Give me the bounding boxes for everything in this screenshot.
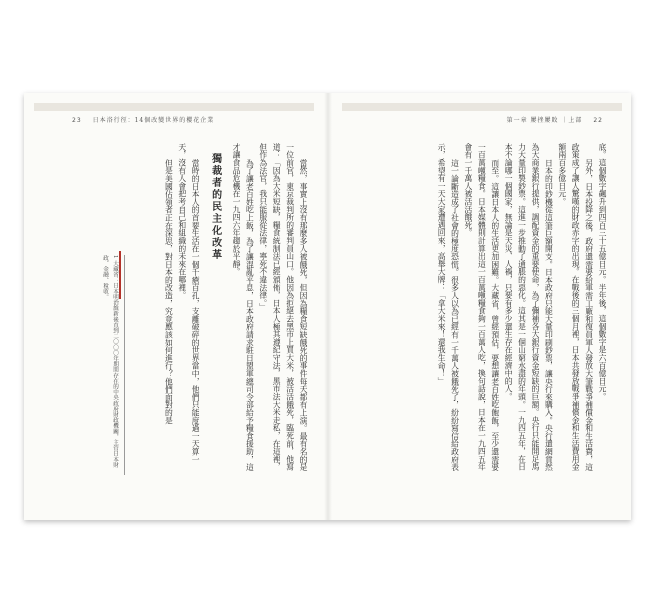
paragraph: 底。這個數字飆升到四百三十五億日元。半年後，這個數字是六百億日元。 [598,143,607,401]
paragraph: 另外，日本投降之後，政府還需要給軍需工廠和復員軍人發放大筆戰爭補償金和生活費，這政策成了讓人驚嘆的財政赤字的出現。在戰後的三個月裡，日本共發放戰爭補償金和生活費用金額兩百多億日元。 [557,143,594,471]
right-page-header [507,115,611,124]
paragraph: 當時的日本人的首要生活在一個千瘡百孔，支離破碎的世界當中，他們只能度過一天算一天，沒有人會把考自己和組織的未來在哪裡。 [177,143,201,463]
paragraph: 日本的印鈔機從這筆巨額開支。日本政府只能大量印刷鈔票，讓央行來購入。央行還網貨然為大商業銀行提供，調配資金的重要使命，為了彌補各大銀行資金短缺的巨額。央行只能開足馬力大量印製鈔票。這進一步推動了通脹的惡化。這其是一個山窮水盡的年頭。一九四五年，在日本不論哪一個國家，無論是天災、人禍，只要有多少還生存在經濟中的人。 [504,143,554,471]
footnote: 1 大藏省：日本明治維新後直到二〇〇〇年期間存在的中央政府財政機關，主管日本財政、金融、稅收。 [102,255,118,468]
footnotes [100,255,125,475]
right-page-top-rule [342,103,622,111]
left-page-number: 23 [72,117,82,124]
left-page-header [64,115,214,124]
left-page-top-rule [34,103,314,111]
section-title: 獨裁者的民主化改革 [209,153,221,261]
paragraph: 而至。這讓日本人的生活更加困難。大藏省，曾經預估，要想讓老百姓吃飽飯，至少還需要一百萬噸糧食。日本媒體則計算出這一百萬噸糧食夠一百萬人吃，換句話說，日本在一九四五年會有一千萬人被活活餓死。 [463,143,500,471]
paragraph: 但是美國佔領者正在深思，對日本的改造，究竟應該如何進行？他們面對的是 [164,158,174,424]
book-gutter [324,93,332,520]
book-spread [24,93,631,520]
left-page-running-title: 日本浴行徑：14個改變世界的櫻花企業 [92,117,215,124]
right-page-body [354,143,609,473]
paragraph: 這一論斷造成了社會的極度恐慌。很多人以為已經有一千萬人被餓死了，紛紛寫信給政府表示，希望有一天大家遭遇回來，高舉大牌：「拿大米來！還我生命！」 [437,143,460,471]
right-page-number: 22 [593,117,603,124]
right-page-running-title: 第一章 屢挫屢敗 ｜上部 [506,117,583,124]
paragraph: 當然，事實上沒有那麼多人被餓死，但因為糧食短缺餓死的事件每天都有上演。最有名的是一位前官，東京裁判所的審判員山口。他因為拒絕去黑市上買大米，被活活餓死，臨死前，他寫道：「因為大米短缺，糧食統制法已經頒佈，日本人極其遵紀守法，黑市法大米走私，在這裡，但作為法官，我只能服從法律，寧死不違法律。」 [258,143,308,471]
paragraph: 為了讓老百姓吃上飯，為了讓混亂平息，日本政府請求駐日盟軍總司令部給予糧食援助，這才讓食品危機在一九四六年趨於平靜。 [231,143,255,471]
left-page-body [124,143,310,473]
